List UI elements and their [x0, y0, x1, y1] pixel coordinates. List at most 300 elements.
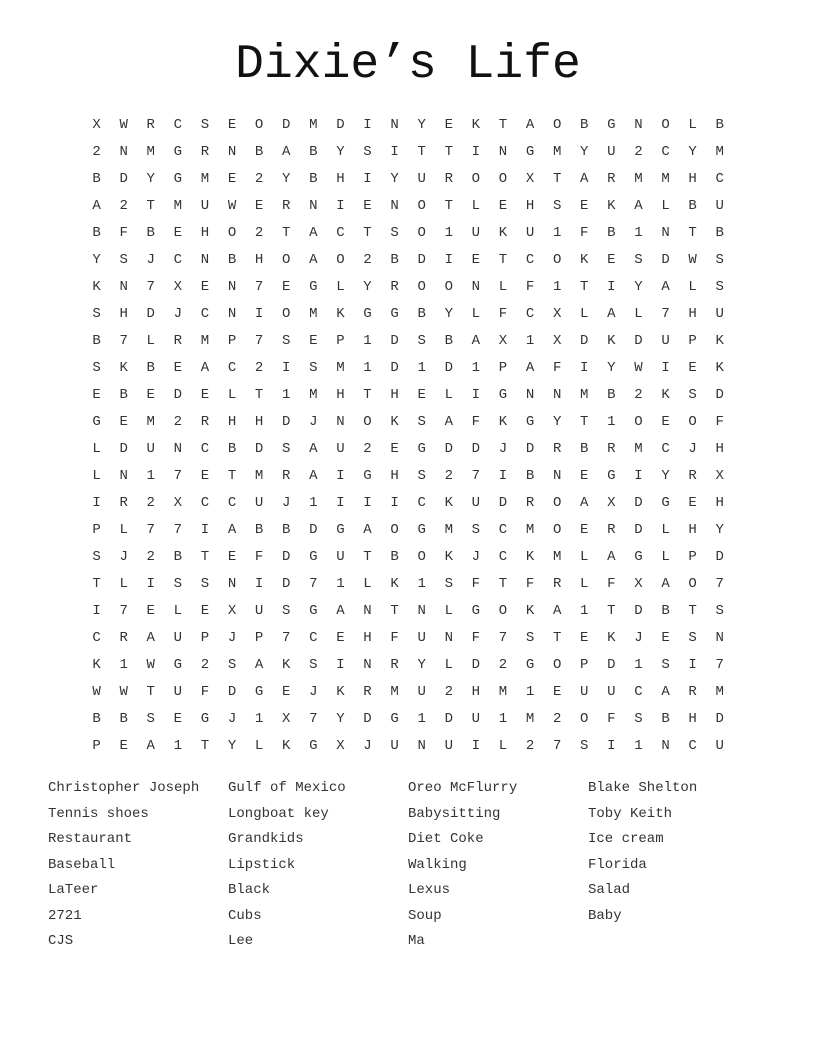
grid-cell: X	[498, 333, 508, 349]
grid-cell: R	[363, 684, 372, 700]
grid-cell: N	[227, 306, 237, 322]
grid-cell: H	[525, 198, 535, 214]
word-item: Christopher Joseph	[48, 780, 200, 796]
grid-cell: D	[580, 333, 589, 349]
grid-cell: D	[417, 252, 426, 268]
grid-cell: S	[146, 711, 155, 727]
grid-cell: I	[498, 468, 508, 484]
grid-cell: N	[363, 603, 372, 619]
grid-cell: D	[282, 117, 291, 133]
grid-cell: N	[336, 414, 345, 430]
word-column	[408, 776, 588, 955]
grid-cell: I	[634, 468, 643, 484]
grid-cell: H	[227, 414, 237, 430]
grid-cell: R	[688, 468, 697, 484]
grid-cell: 1	[580, 603, 589, 619]
grid-cell: F	[471, 414, 481, 430]
grid-cell: M	[146, 144, 155, 160]
grid-cell: O	[552, 495, 562, 511]
grid-cell: R	[119, 630, 128, 646]
grid-cell: D	[525, 441, 535, 457]
grid-cell: L	[688, 117, 697, 133]
grid-cell: A	[282, 144, 291, 160]
grid-cell: R	[552, 576, 562, 592]
grid-cell: E	[336, 630, 345, 646]
grid-cell: K	[336, 306, 345, 322]
grid-cell: B	[92, 225, 101, 241]
grid-cell: M	[634, 441, 643, 457]
grid-cell: H	[254, 252, 264, 268]
grid-cell: T	[146, 684, 155, 700]
grid-cell: Y	[146, 171, 155, 187]
grid-cell: F	[200, 684, 210, 700]
grid-cell: K	[715, 360, 724, 376]
grid-cell: U	[417, 684, 426, 700]
grid-cell: N	[227, 279, 237, 295]
grid-cell: H	[471, 684, 481, 700]
grid-row	[83, 463, 737, 490]
grid-cell: R	[390, 657, 399, 673]
grid-cell: U	[471, 225, 481, 241]
grid-cell: G	[200, 711, 210, 727]
grid-cell: D	[390, 360, 399, 376]
grid-cell: M	[525, 711, 535, 727]
grid-cell: U	[173, 630, 183, 646]
grid-row	[83, 679, 737, 706]
grid-cell: 2	[92, 144, 101, 160]
grid-cell: 7	[146, 279, 155, 295]
grid-cell: N	[200, 252, 210, 268]
word-item: Black	[228, 882, 271, 898]
grid-cell: B	[444, 333, 453, 349]
grid-row	[83, 517, 737, 544]
grid-cell: D	[282, 414, 291, 430]
grid-cell: N	[119, 144, 128, 160]
grid-cell: X	[173, 495, 183, 511]
grid-cell: H	[254, 414, 264, 430]
grid-cell: J	[119, 549, 128, 565]
word-item: LaTeer	[48, 882, 99, 898]
grid-cell: L	[336, 279, 345, 295]
grid-cell: R	[200, 414, 210, 430]
grid-cell: I	[363, 171, 372, 187]
grid-cell: K	[92, 279, 101, 295]
grid-cell: K	[661, 387, 670, 403]
grid-cell: D	[715, 549, 724, 565]
grid-cell: M	[146, 414, 155, 430]
grid-cell: S	[363, 144, 372, 160]
grid-cell: C	[661, 144, 670, 160]
grid-cell: C	[688, 738, 697, 754]
grid-row	[83, 733, 737, 760]
grid-cell: C	[200, 441, 210, 457]
grid-cell: L	[92, 441, 101, 457]
grid-cell: 7	[309, 711, 318, 727]
word-item: Ma	[408, 933, 425, 949]
grid-cell: G	[525, 414, 535, 430]
grid-cell: O	[227, 225, 237, 241]
grid-cell: 2	[254, 225, 264, 241]
grid-cell: D	[634, 333, 643, 349]
grid-cell: 7	[715, 576, 724, 592]
grid-cell: W	[92, 684, 101, 700]
grid-cell: S	[282, 333, 291, 349]
grid-cell: R	[282, 198, 291, 214]
grid-cell: L	[661, 522, 670, 538]
word-column	[48, 776, 228, 955]
grid-cell: C	[634, 684, 643, 700]
grid-cell: 2	[363, 252, 372, 268]
page-title: Dixie’s Life	[235, 38, 581, 92]
grid-cell: U	[715, 738, 724, 754]
grid-cell: Y	[607, 360, 616, 376]
grid-row	[83, 598, 737, 625]
grid-cell: T	[498, 576, 508, 592]
grid-cell: K	[119, 360, 128, 376]
grid-row	[83, 571, 737, 598]
grid-cell: Y	[390, 171, 399, 187]
grid-cell: F	[525, 576, 535, 592]
word-item: Lipstick	[228, 856, 296, 873]
grid-cell: E	[552, 684, 562, 700]
grid-cell: D	[119, 171, 128, 187]
grid-cell: A	[607, 549, 616, 565]
grid-cell: B	[607, 225, 616, 241]
grid-cell: J	[634, 630, 643, 646]
grid-cell: B	[715, 117, 724, 133]
grid-cell: T	[227, 468, 237, 484]
word-list	[48, 776, 768, 955]
grid-cell: S	[688, 630, 697, 646]
word-column	[588, 776, 768, 955]
grid-cell: O	[363, 414, 372, 430]
grid-cell: M	[200, 171, 210, 187]
grid-cell: K	[444, 549, 453, 565]
grid-cell: E	[688, 495, 697, 511]
grid-cell: B	[390, 549, 399, 565]
grid-cell: I	[607, 279, 616, 295]
word-item: Baby	[588, 907, 622, 924]
grid-cell: W	[119, 684, 128, 700]
grid-cell: C	[92, 630, 101, 646]
grid-cell: K	[525, 603, 535, 619]
grid-cell: E	[119, 414, 128, 430]
grid-cell: I	[471, 144, 481, 160]
grid-cell: M	[580, 387, 589, 403]
grid-cell: 2	[552, 711, 562, 727]
grid-cell: A	[336, 603, 345, 619]
grid-cell: C	[498, 549, 508, 565]
grid-cell: 7	[254, 333, 264, 349]
grid-cell: R	[146, 117, 155, 133]
grid-cell: K	[607, 333, 616, 349]
grid-cell: A	[227, 522, 237, 538]
grid-cell: B	[661, 603, 670, 619]
grid-cell: H	[363, 630, 372, 646]
grid-cell: 1	[498, 711, 508, 727]
grid-cell: B	[92, 711, 101, 727]
grid-cell: U	[146, 441, 155, 457]
grid-cell: H	[200, 225, 210, 241]
grid-cell: A	[309, 252, 318, 268]
grid-cell: B	[173, 549, 183, 565]
grid-cell: Y	[444, 306, 453, 322]
grid-cell: U	[390, 738, 399, 754]
grid-cell: B	[119, 387, 128, 403]
grid-cell: B	[92, 171, 101, 187]
grid-cell: T	[688, 603, 697, 619]
grid-cell: R	[607, 441, 616, 457]
grid-cell: B	[580, 117, 589, 133]
grid-cell: 7	[119, 603, 128, 619]
grid-cell: R	[525, 495, 535, 511]
grid-cell: J	[173, 306, 183, 322]
grid-cell: S	[92, 360, 101, 376]
grid-cell: G	[607, 117, 616, 133]
grid-cell: D	[471, 657, 481, 673]
grid-cell: 2	[200, 657, 210, 673]
grid-cell: G	[417, 522, 426, 538]
grid-cell: L	[227, 387, 237, 403]
word-item: Soup	[408, 907, 442, 924]
grid-cell: K	[92, 657, 101, 673]
grid-cell: K	[607, 630, 616, 646]
grid-cell: L	[471, 198, 481, 214]
grid-cell: T	[552, 171, 562, 187]
grid-cell: M	[661, 171, 670, 187]
grid-cell: O	[417, 198, 426, 214]
grid-cell: D	[634, 603, 643, 619]
grid-row	[83, 355, 737, 382]
grid-cell: D	[444, 360, 453, 376]
grid-cell: E	[282, 279, 291, 295]
grid-cell: K	[607, 198, 616, 214]
grid-cell: I	[336, 198, 345, 214]
grid-cell: J	[471, 549, 481, 565]
grid-cell: G	[525, 144, 535, 160]
grid-cell: S	[200, 117, 210, 133]
grid-cell: O	[390, 522, 399, 538]
grid-cell: Y	[363, 279, 372, 295]
grid-cell: U	[444, 738, 453, 754]
grid-cell: D	[715, 711, 724, 727]
grid-cell: E	[254, 198, 264, 214]
grid-cell: H	[715, 495, 724, 511]
grid-cell: D	[715, 387, 724, 403]
grid-cell: E	[227, 117, 237, 133]
grid-cell: G	[336, 522, 345, 538]
grid-cell: O	[688, 576, 697, 592]
grid-cell: O	[661, 117, 670, 133]
grid-cell: I	[444, 252, 453, 268]
grid-cell: 7	[471, 468, 481, 484]
grid-cell: 7	[552, 738, 562, 754]
grid-cell: A	[525, 360, 535, 376]
grid-cell: E	[200, 468, 210, 484]
grid-cell: G	[471, 603, 481, 619]
grid-cell: N	[417, 603, 426, 619]
grid-cell: U	[607, 684, 616, 700]
grid-row	[83, 544, 737, 571]
grid-cell: O	[580, 711, 589, 727]
grid-cell: C	[715, 171, 724, 187]
grid-cell: G	[173, 657, 183, 673]
grid-cell: 7	[282, 630, 291, 646]
grid-cell: B	[715, 225, 724, 241]
grid-cell: 1	[444, 225, 453, 241]
grid-cell: E	[119, 738, 128, 754]
grid-cell: E	[580, 630, 589, 646]
grid-cell: H	[336, 171, 345, 187]
grid-cell: S	[715, 603, 724, 619]
grid-cell: M	[309, 387, 318, 403]
grid-cell: 2	[498, 657, 508, 673]
word-item: Diet Coke	[408, 831, 484, 847]
grid-cell: E	[92, 387, 101, 403]
word-item: Toby Keith	[588, 805, 673, 822]
grid-cell: L	[119, 522, 128, 538]
grid-cell: O	[417, 279, 426, 295]
grid-cell: D	[634, 495, 643, 511]
grid-cell: W	[688, 252, 697, 268]
grid-cell: N	[227, 144, 237, 160]
grid-cell: F	[580, 225, 589, 241]
grid-cell: G	[607, 468, 616, 484]
grid-cell: N	[119, 279, 128, 295]
grid-cell: N	[119, 468, 128, 484]
grid-cell: Y	[634, 279, 643, 295]
word-item: Baseball	[48, 856, 116, 873]
grid-cell: 7	[309, 576, 318, 592]
grid-cell: F	[119, 225, 128, 241]
grid-cell: B	[309, 144, 318, 160]
grid-cell: E	[200, 603, 210, 619]
grid-cell: N	[390, 198, 399, 214]
grid-cell: B	[580, 441, 589, 457]
grid-cell: I	[200, 522, 210, 538]
grid-cell: O	[336, 252, 345, 268]
grid-cell: 1	[525, 333, 535, 349]
grid-cell: X	[715, 468, 724, 484]
grid-cell: 2	[634, 144, 643, 160]
grid-cell: E	[498, 198, 508, 214]
grid-cell: D	[336, 117, 345, 133]
grid-cell: K	[580, 252, 589, 268]
grid-cell: O	[471, 171, 481, 187]
grid-cell: H	[715, 441, 724, 457]
grid-cell: O	[254, 117, 264, 133]
grid-cell: M	[525, 522, 535, 538]
grid-cell: L	[444, 387, 453, 403]
grid-cell: E	[282, 684, 291, 700]
grid-row	[83, 490, 737, 517]
grid-cell: F	[471, 630, 481, 646]
grid-cell: Y	[336, 144, 345, 160]
grid-cell: 1	[336, 576, 345, 592]
grid-cell: 2	[146, 549, 155, 565]
grid-cell: R	[607, 522, 616, 538]
grid-cell: U	[471, 711, 481, 727]
grid-cell: F	[471, 576, 481, 592]
grid-cell: U	[173, 684, 183, 700]
grid-cell: T	[200, 549, 210, 565]
grid-cell: H	[688, 522, 697, 538]
grid-cell: O	[417, 225, 426, 241]
grid-cell: A	[146, 738, 155, 754]
grid-cell: J	[688, 441, 697, 457]
grid-cell: T	[92, 576, 101, 592]
grid-cell: M	[336, 360, 345, 376]
grid-cell: D	[254, 441, 264, 457]
grid-cell: I	[471, 387, 481, 403]
grid-cell: S	[92, 306, 101, 322]
grid-cell: L	[580, 549, 589, 565]
grid-cell: B	[254, 144, 264, 160]
grid-cell: S	[525, 630, 535, 646]
grid-cell: I	[282, 360, 291, 376]
grid-cell: F	[607, 711, 616, 727]
grid-cell: E	[471, 252, 481, 268]
grid-cell: C	[661, 441, 670, 457]
grid-cell: L	[661, 549, 670, 565]
grid-cell: C	[417, 495, 426, 511]
grid-row	[83, 436, 737, 463]
grid-row	[83, 193, 737, 220]
grid-cell: L	[580, 576, 589, 592]
grid-cell: X	[525, 171, 535, 187]
grid-cell: 7	[173, 522, 183, 538]
grid-cell: A	[363, 522, 372, 538]
grid-cell: T	[363, 387, 372, 403]
grid-cell: I	[661, 360, 670, 376]
grid-cell: W	[634, 360, 643, 376]
grid-cell: L	[471, 306, 481, 322]
grid-cell: S	[173, 576, 183, 592]
grid-cell: B	[525, 468, 535, 484]
grid-cell: 1	[607, 414, 616, 430]
grid-cell: Y	[715, 522, 724, 538]
grid-cell: A	[444, 414, 453, 430]
grid-cell: S	[552, 198, 562, 214]
grid-cell: A	[661, 576, 670, 592]
grid-cell: E	[390, 441, 399, 457]
grid-cell: K	[282, 738, 291, 754]
grid-cell: G	[173, 171, 183, 187]
grid-cell: I	[607, 738, 616, 754]
grid-cell: I	[390, 144, 399, 160]
grid-cell: R	[607, 171, 616, 187]
grid-cell: C	[173, 117, 183, 133]
grid-cell: B	[417, 306, 426, 322]
grid-cell: P	[227, 333, 237, 349]
grid-cell: B	[390, 252, 399, 268]
grid-cell: F	[525, 279, 535, 295]
word-item: Restaurant	[48, 831, 133, 847]
grid-cell: P	[254, 630, 264, 646]
grid-cell: P	[92, 738, 101, 754]
grid-cell: 2	[363, 441, 372, 457]
grid-cell: I	[390, 495, 399, 511]
grid-cell: I	[146, 576, 155, 592]
grid-cell: A	[471, 333, 481, 349]
grid-cell: 1	[254, 711, 264, 727]
grid-cell: L	[444, 603, 453, 619]
grid-cell: 2	[146, 495, 155, 511]
grid-cell: 1	[173, 738, 183, 754]
grid-cell: M	[173, 198, 183, 214]
grid-cell: A	[309, 225, 318, 241]
grid-cell: L	[688, 279, 697, 295]
